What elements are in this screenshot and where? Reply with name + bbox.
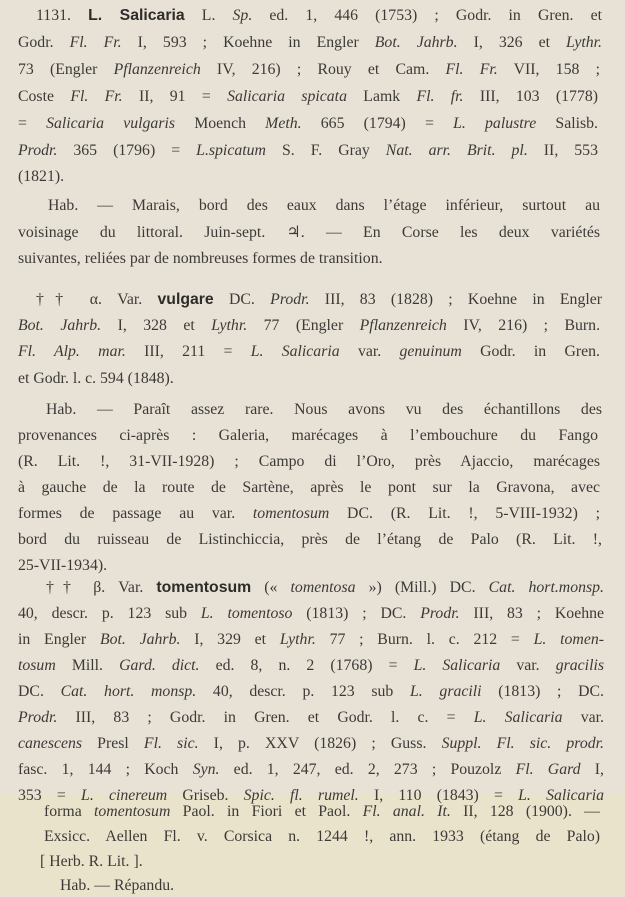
text-line	[18, 629, 604, 651]
text-segment: III, 83 ; Godr. in Gren. et Godr. l. c. =	[57, 709, 474, 726]
text-line	[18, 759, 604, 781]
italic-reference: Salicaria spicata	[227, 88, 347, 105]
italic-reference: gracilis	[555, 657, 604, 674]
italic-reference: L.spicatum	[196, 142, 266, 159]
italic-reference: tosum	[18, 657, 56, 674]
taxon-name: tomentosum	[156, 579, 252, 596]
italic-reference: Suppl. Fl. sic. prodr.	[441, 735, 604, 752]
text-segment: I, 329 et	[180, 631, 280, 648]
italic-reference: Meth.	[265, 115, 302, 132]
text-segment: var.	[339, 343, 400, 360]
text-segment: VII, 158 ;	[497, 61, 600, 78]
text-segment: IV, 216) ; Rouy et Cam.	[200, 61, 446, 78]
text-segment: fasc. 1, 144 ; Koch	[18, 761, 193, 778]
text-line	[60, 875, 220, 897]
text-segment: III, 83 (1828) ; Koehne in Engler	[309, 291, 602, 308]
text-segment: III, 83 ; Koehne	[459, 605, 604, 622]
text-segment: (R. Lit. !, 31-VII-1928) ; Campo di l’Oro, près Ajaccio, marécages	[18, 453, 600, 470]
text-segment: L.	[184, 7, 233, 24]
text-segment: Godr. in Gren.	[461, 343, 600, 360]
text-line	[18, 113, 598, 135]
italic-reference: Pflanzenreich	[113, 61, 201, 78]
text-line	[36, 5, 602, 27]
text-line	[18, 166, 98, 188]
text-segment: Hab. — Marais, bord des eaux dans l’étage inférieur, surtout au	[48, 197, 600, 214]
text-segment: 665 (1794) =	[301, 115, 454, 132]
text-segment: (1813) ; DC.	[292, 605, 421, 622]
text-segment: Presl	[82, 735, 144, 752]
italic-reference: L. Salicaria	[518, 787, 604, 804]
italic-reference: Bot. Jahrb.	[18, 317, 102, 334]
text-segment: 40, descr. p. 123 sub	[196, 683, 410, 700]
text-segment: suivantes, reliées par de nombreuses formes de transition.	[18, 250, 383, 267]
text-line	[18, 733, 604, 755]
text-line	[18, 555, 136, 577]
text-line	[40, 851, 180, 873]
text-segment: ») (Mill.) DC.	[355, 579, 489, 596]
text-segment: in Engler	[18, 631, 100, 648]
italic-reference: Fl. Gard	[515, 761, 581, 778]
text-segment: S. F. Gray	[265, 142, 386, 159]
text-segment: II, 128 (1900). —	[450, 803, 600, 820]
text-segment: I,	[580, 761, 604, 778]
italic-reference: Fl. Fr.	[69, 34, 122, 51]
text-segment: Moench	[175, 115, 266, 132]
italic-reference: L. cinereum	[81, 787, 168, 804]
text-line	[36, 289, 602, 311]
italic-reference: tomentosa	[290, 579, 356, 596]
text-segment: Paol. in Fiori et Paol.	[170, 803, 363, 820]
text-line	[18, 425, 598, 447]
italic-reference: L. Salicaria	[473, 709, 563, 726]
text-line	[18, 140, 598, 162]
italic-reference: Fl. Fr.	[70, 88, 123, 105]
text-line	[18, 222, 600, 244]
italic-reference: L. tomen-	[533, 631, 604, 648]
italic-reference: Fl. Fr.	[445, 61, 498, 78]
text-segment: I, 326 et	[457, 34, 567, 51]
text-segment: Hab. — Répandu.	[60, 877, 175, 894]
text-segment: voisinage du littoral. Juin-sept. ♃. — En Corse les deux variétés	[18, 224, 600, 241]
text-segment: III, 211 =	[125, 343, 251, 360]
text-segment: 40, descr. p. 123 sub	[18, 605, 201, 622]
text-segment: Salisb.	[536, 115, 598, 132]
text-segment: Exsicc. Aellen Fl. v. Corsica n. 1244 !, ann. 1933 (étang de Palo)	[44, 828, 600, 845]
taxon-name: L. Salicaria	[88, 7, 185, 24]
italic-reference: L. tomentoso	[200, 605, 293, 622]
text-segment: 73 (Engler	[18, 61, 114, 78]
text-segment: Coste	[18, 88, 71, 105]
italic-reference: canescens	[18, 735, 83, 752]
text-segment: Godr.	[18, 34, 70, 51]
text-line	[18, 503, 600, 525]
text-segment: DC. (R. Lit. !, 5-VIII-1932) ;	[329, 505, 600, 522]
text-segment: (1821).	[18, 168, 65, 185]
text-line	[44, 801, 600, 823]
text-segment: Hab. — Paraît assez rare. Nous avons vu des échantillons des	[46, 401, 602, 418]
text-segment: bord du ruisseau de Listinchiccia, près de l’étang de Palo (R. Lit. !,	[18, 531, 602, 548]
text-segment: ed. 1, 247, ed. 2, 273 ; Pouzolz	[219, 761, 516, 778]
italic-reference: L. Salicaria	[413, 657, 501, 674]
text-segment: II, 553	[527, 142, 598, 159]
italic-reference: Cat. hort.monsp.	[488, 579, 604, 596]
text-segment: DC.	[213, 291, 271, 308]
italic-reference: Lythr.	[279, 631, 316, 648]
italic-reference: L. gracili	[410, 683, 482, 700]
text-segment: Mill.	[55, 657, 120, 674]
italic-reference: Fl. fr.	[416, 88, 464, 105]
text-line	[18, 655, 604, 677]
text-line	[48, 195, 600, 217]
text-segment: I, 110 (1843) =	[358, 787, 519, 804]
italic-reference: Fl. Alp. mar.	[18, 343, 126, 360]
text-segment: (1813) ; DC.	[481, 683, 604, 700]
text-segment: Griseb.	[167, 787, 244, 804]
text-segment: («	[251, 579, 291, 596]
italic-reference: L. palustre	[453, 115, 537, 132]
text-segment: ed. 1, 446 (1753) ; Godr. in Gren. et	[252, 7, 602, 24]
text-line	[46, 577, 604, 599]
text-line	[44, 826, 600, 848]
italic-reference: Prodr.	[270, 291, 310, 308]
text-segment: [ Herb. R. Lit. ].	[40, 853, 143, 870]
text-segment: II, 91 =	[122, 88, 228, 105]
text-line	[18, 477, 600, 499]
text-segment: 1131.	[36, 7, 89, 24]
taxon-name: vulgare	[157, 291, 214, 308]
text-segment: 77 ; Burn. l. c. 212 =	[315, 631, 534, 648]
italic-reference: genuinum	[399, 343, 462, 360]
text-segment: IV, 216) ; Burn.	[446, 317, 600, 334]
italic-reference: Fl. sic.	[143, 735, 199, 752]
text-segment: à gauche de la route de Sartène, après le pont sur la Gravona, avec	[18, 479, 600, 496]
text-line	[18, 368, 270, 390]
text-segment: var.	[500, 657, 556, 674]
text-segment: et Godr. l. c. 594 (1848).	[18, 370, 174, 387]
italic-reference: Cat. hort. monsp.	[60, 683, 197, 700]
text-segment: †† β. Var.	[46, 579, 157, 596]
text-segment: var.	[562, 709, 604, 726]
italic-reference: tomentosum	[252, 505, 330, 522]
italic-reference: Prodr.	[18, 709, 58, 726]
italic-reference: tomentosum	[94, 803, 171, 820]
text-segment: provenances ci-après : Galeria, marécages à l’embouchure du Fango	[18, 427, 598, 444]
italic-reference: Lythr.	[211, 317, 248, 334]
text-segment: DC.	[18, 683, 61, 700]
italic-reference: Gard. dict.	[119, 657, 200, 674]
italic-reference: Prodr.	[420, 605, 460, 622]
text-segment: 77 (Engler	[247, 317, 360, 334]
text-line	[18, 707, 604, 729]
text-line	[18, 603, 604, 625]
italic-reference: Spic. fl. rumel.	[243, 787, 359, 804]
text-line	[18, 59, 600, 81]
italic-reference: Nat. arr. Brit. pl.	[385, 142, 528, 159]
text-segment: 353 =	[18, 787, 82, 804]
text-segment: III, 103 (1778)	[463, 88, 598, 105]
text-line	[18, 86, 598, 108]
text-line	[18, 248, 530, 270]
italic-reference: Bot. Jahrb.	[374, 34, 458, 51]
italic-reference: Lythr.	[566, 34, 602, 51]
text-segment: 365 (1796) =	[57, 142, 197, 159]
text-segment: Lamk	[346, 88, 417, 105]
text-segment: ed. 8, n. 2 (1768) =	[199, 657, 414, 674]
text-segment: †† α. Var.	[36, 291, 158, 308]
italic-reference: Sp.	[232, 7, 253, 24]
text-segment: I, 593 ; Koehne in Engler	[121, 34, 375, 51]
italic-reference: Pflanzenreich	[359, 317, 447, 334]
text-segment: =	[18, 115, 47, 132]
text-line	[18, 451, 600, 473]
text-segment: I, 328 et	[101, 317, 212, 334]
text-segment: forma	[44, 803, 95, 820]
italic-reference: Prodr.	[18, 142, 58, 159]
text-segment: I, p. XXV (1826) ; Guss.	[198, 735, 442, 752]
text-segment: formes de passage au var.	[18, 505, 253, 522]
italic-reference: Bot. Jahrb.	[99, 631, 181, 648]
text-line	[18, 341, 600, 363]
text-line	[18, 529, 602, 551]
italic-reference: Salicaria vulgaris	[46, 115, 176, 132]
text-line	[18, 315, 600, 337]
italic-reference: Fl. anal. It.	[362, 803, 451, 820]
text-segment: 25-VII-1934).	[18, 557, 108, 574]
italic-reference: Syn.	[192, 761, 220, 778]
text-line	[46, 399, 602, 421]
italic-reference: L. Salicaria	[250, 343, 340, 360]
text-line	[18, 32, 602, 54]
text-line	[18, 681, 604, 703]
